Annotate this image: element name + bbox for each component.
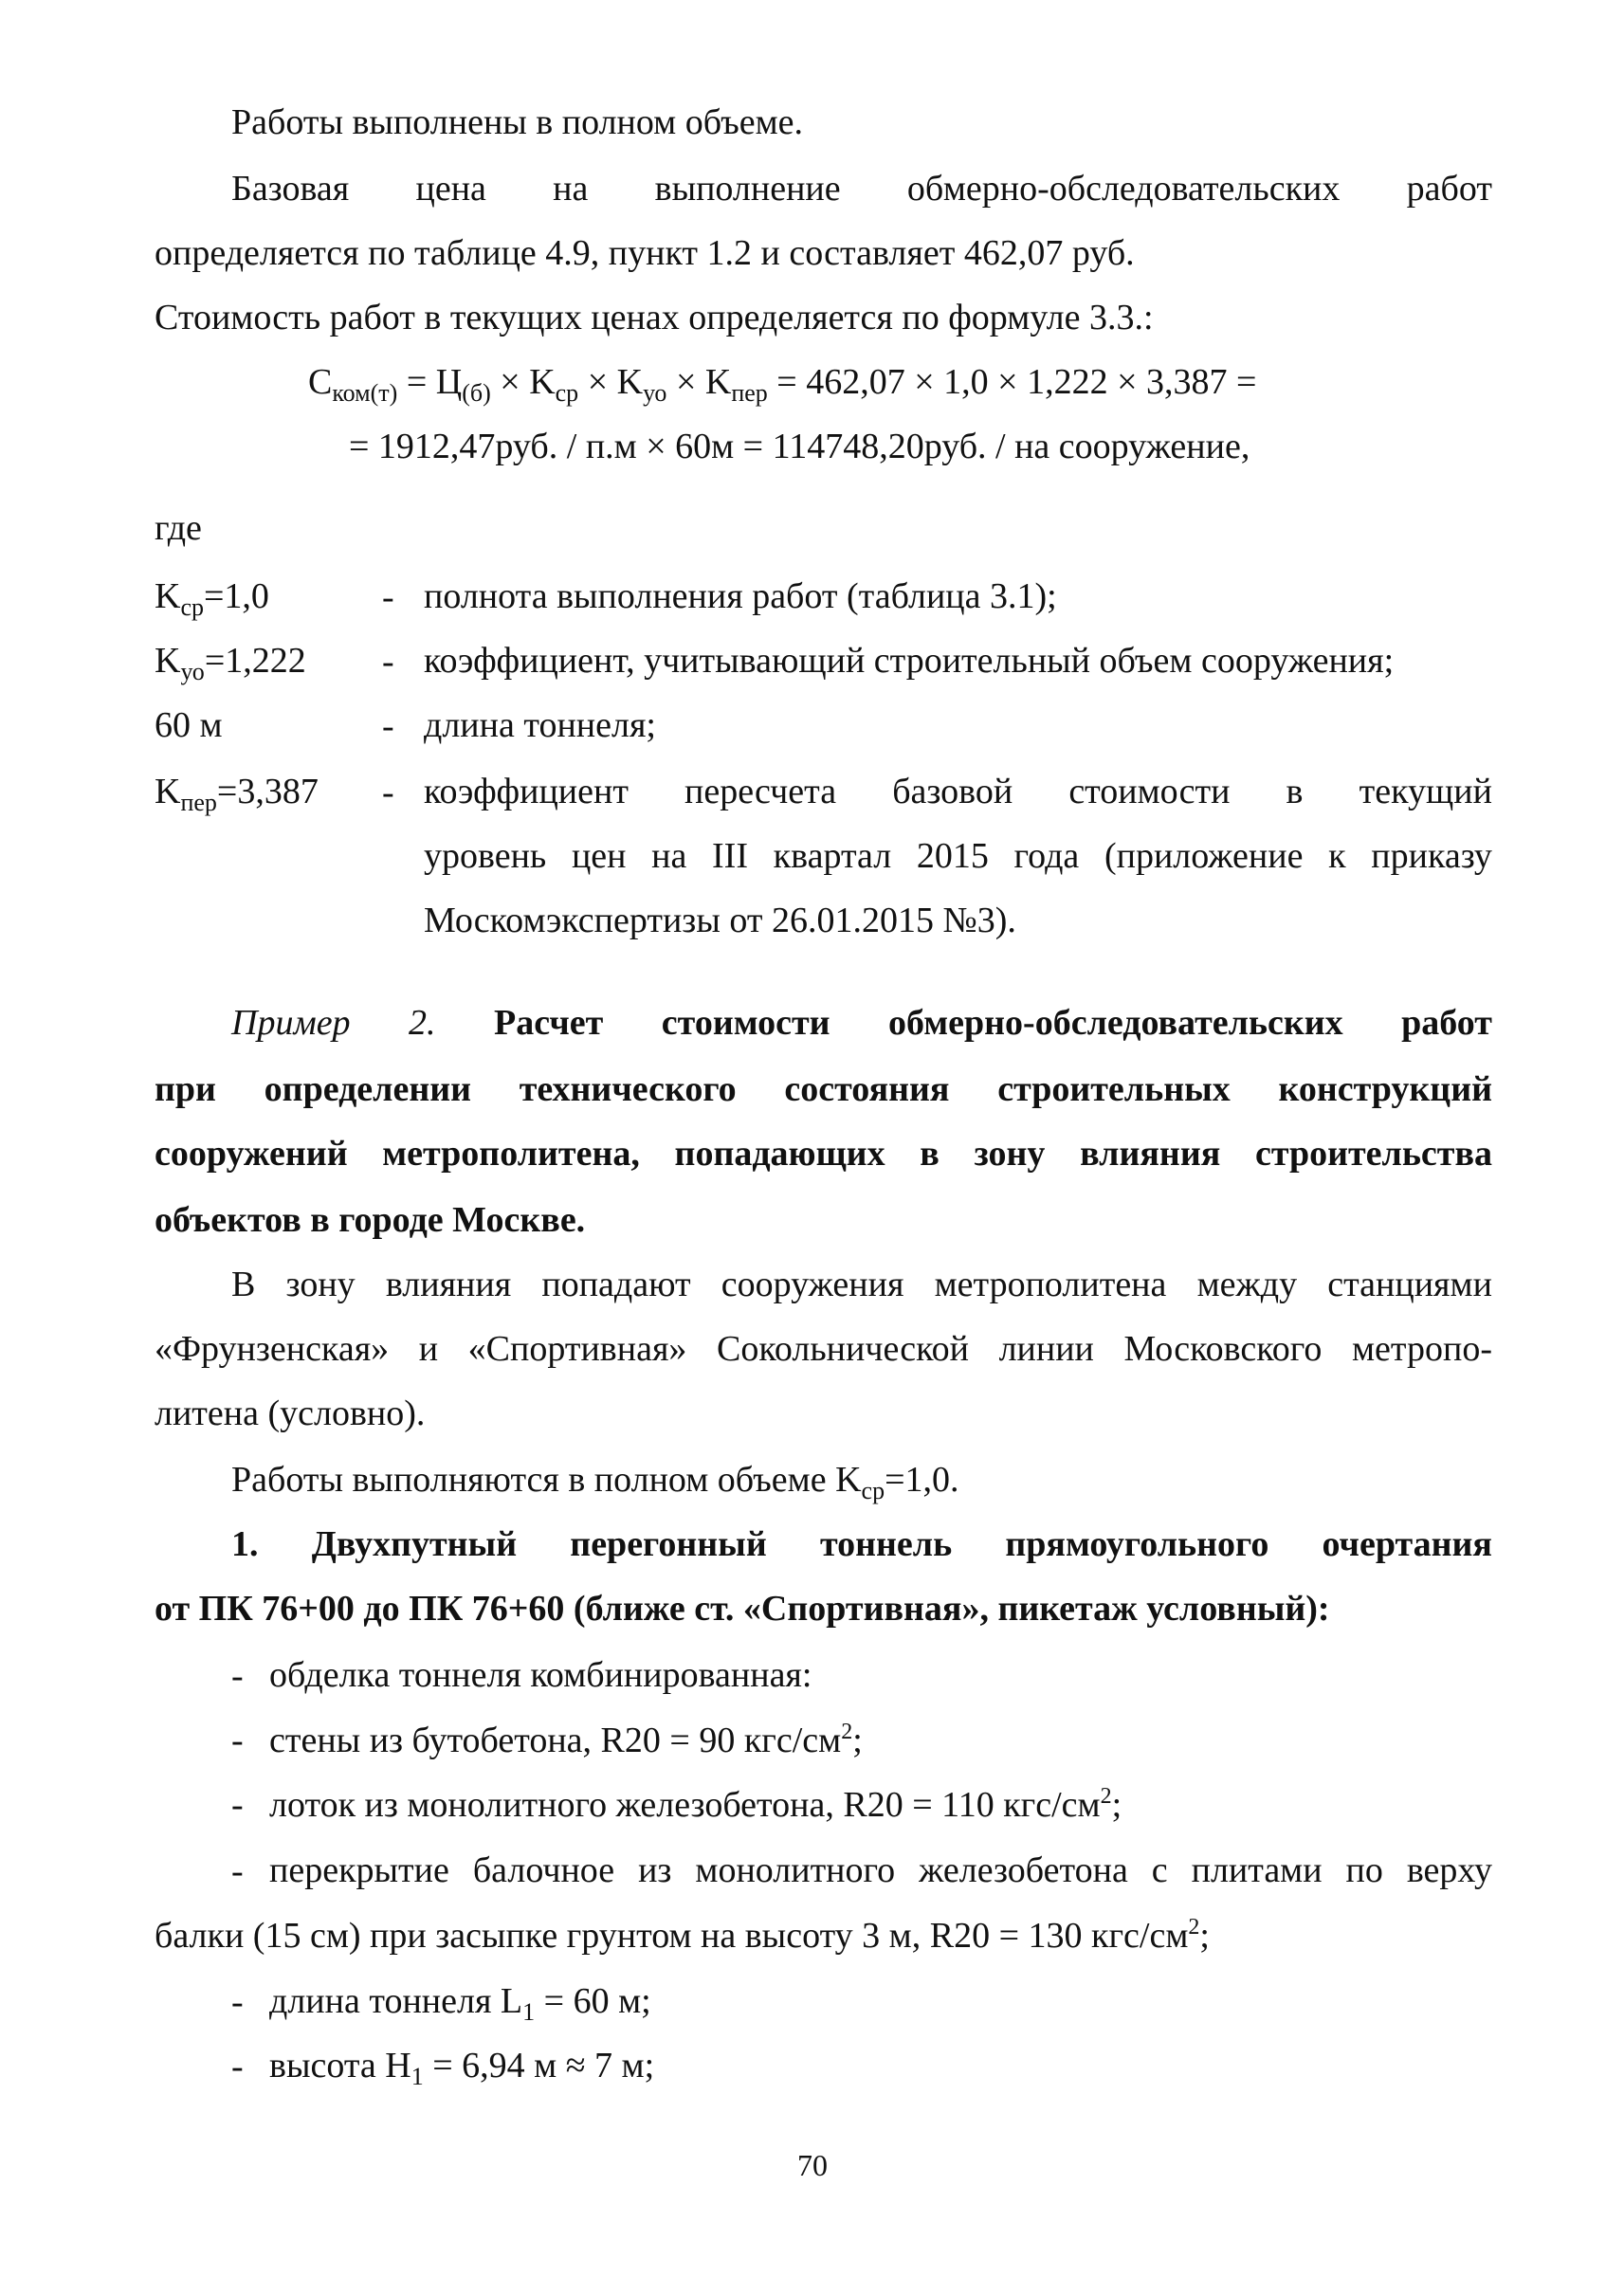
- word: на: [651, 836, 687, 876]
- word: Московского: [1123, 1329, 1323, 1369]
- word: обмерно-обследовательских: [888, 1003, 1343, 1043]
- word: (приложение: [1104, 836, 1304, 876]
- word: состояния: [784, 1069, 950, 1109]
- bullet-walls: [269, 1720, 863, 1762]
- works-text: Работы выполняются в полном объеме K: [231, 1460, 862, 1500]
- bullet-length: [269, 1981, 651, 2027]
- word: квартал: [773, 836, 892, 876]
- formula-subscript: уо: [643, 379, 667, 407]
- word: очертания: [1322, 1524, 1492, 1564]
- word: приказу: [1371, 836, 1492, 876]
- paragraph-base-price-line1: [231, 169, 1492, 210]
- def-value: =1,222: [204, 641, 306, 681]
- superscript: 2: [841, 1720, 853, 1744]
- paragraph-base-price-line2: определяется по таблице 4.9, пункт 1.2 и составляет 462,07 руб.: [155, 233, 1135, 273]
- word: базовой: [892, 772, 1013, 811]
- def-dash: -: [382, 642, 394, 682]
- formula-line1: [308, 362, 1256, 408]
- def-dash: -: [382, 706, 394, 746]
- word: с: [1151, 1850, 1168, 1890]
- word: цен: [571, 836, 627, 876]
- word: 2015: [916, 836, 989, 876]
- formula-operator: =: [397, 362, 436, 402]
- word: при: [155, 1069, 216, 1109]
- def-value: =1,0: [204, 576, 269, 616]
- bullet-dash: -: [231, 2047, 244, 2086]
- word: балочное: [472, 1850, 615, 1890]
- word: обмерно-обследовательских: [906, 169, 1341, 209]
- word: пересчета: [684, 772, 837, 811]
- bullet-dash: -: [231, 1982, 244, 2022]
- word: сооружения: [721, 1265, 904, 1304]
- def-key-kper: [155, 772, 319, 817]
- paragraph-zone-line1: [231, 1265, 1492, 1306]
- word: метропо-: [1352, 1329, 1492, 1369]
- def-desc-ksr: полнота выполнения работ (таблица 3.1);: [424, 576, 1057, 616]
- word: Расчет: [494, 1003, 604, 1043]
- word: «Спортивная»: [467, 1329, 687, 1369]
- word: выполнение: [654, 169, 841, 209]
- def-desc-kper-line3: Москомэкспертизы от 26.01.2015 №3).: [424, 901, 1016, 940]
- formula-symbol: K: [529, 362, 556, 402]
- word: стоимости: [661, 1003, 830, 1043]
- word: 1.: [231, 1524, 259, 1564]
- word: прямоугольного: [1005, 1524, 1269, 1564]
- word: работ: [1401, 1003, 1492, 1043]
- word: плитами: [1191, 1850, 1323, 1890]
- def-desc-kper-line1: [424, 772, 1492, 813]
- item1-heading-line2: от ПК 76+00 до ПК 76+60 (ближе ст. «Спортивная», пикетаж условный):: [155, 1589, 1330, 1629]
- word: Двухпутный: [311, 1524, 518, 1564]
- word: уровень: [424, 836, 547, 876]
- bullet-dash: -: [231, 1851, 244, 1891]
- word: перегонный: [570, 1524, 767, 1564]
- def-subscript: ср: [180, 593, 204, 621]
- word: попадают: [541, 1265, 691, 1304]
- bullet-tail: ;: [1111, 1785, 1122, 1825]
- bullet-text: лоток из монолитного железобетона, R20 = 110 кгс/см: [269, 1785, 1101, 1825]
- word: и: [418, 1329, 439, 1369]
- bullet-overlap-line2: [155, 1915, 1210, 1958]
- def-dash: -: [382, 773, 394, 812]
- word: цена: [415, 169, 486, 209]
- bullet-tail: = 6,94 м ≈ 7 м;: [423, 2046, 655, 2086]
- subscript: 1: [522, 1998, 536, 2026]
- word: зону: [285, 1265, 356, 1304]
- word: попадающих: [674, 1134, 885, 1174]
- formula-rhs: = 462,07 × 1,0 × 1,222 × 3,387 =: [767, 362, 1257, 402]
- word: конструкций: [1278, 1069, 1492, 1109]
- superscript: 2: [1100, 1784, 1112, 1809]
- formula-operator: ×: [666, 362, 705, 402]
- word: Базовая: [231, 169, 350, 209]
- example-heading-line4: объектов в городе Москве.: [155, 1200, 586, 1240]
- def-key-length: 60 м: [155, 705, 223, 745]
- paragraph-cost-formula-ref: Стоимость работ в текущих ценах определяется по формуле 3.3.:: [155, 298, 1154, 337]
- def-desc-length: длина тоннеля;: [424, 705, 656, 745]
- def-symbol: K: [155, 641, 181, 681]
- word: коэффициент: [424, 772, 629, 811]
- bullet-tail: ;: [1199, 1916, 1210, 1956]
- item1-heading-line1: [231, 1524, 1492, 1566]
- word: стоимости: [1068, 772, 1231, 811]
- bullet-dash: -: [231, 1656, 244, 1696]
- formula-operator: ×: [578, 362, 617, 402]
- def-symbol: K: [155, 772, 181, 811]
- bullet-dash: -: [231, 1721, 244, 1760]
- word: текущий: [1359, 772, 1492, 811]
- page-number: 70: [797, 2148, 828, 2182]
- word: строительных: [997, 1069, 1231, 1109]
- bullet-text: стены из бутобетона, R20 = 90 кгс/см: [269, 1721, 842, 1760]
- formula-symbol: K: [616, 362, 644, 402]
- formula-subscript: ком(т): [332, 379, 398, 407]
- word: перекрытие: [269, 1850, 449, 1890]
- formula-symbol: Ц: [435, 362, 463, 402]
- word: в: [1286, 772, 1304, 811]
- def-value: =3,387: [216, 772, 319, 811]
- paragraph-zone-line3: литена (условно).: [155, 1393, 426, 1433]
- word: по: [1345, 1850, 1383, 1890]
- word: сооружений: [155, 1134, 348, 1174]
- bullet-height: [269, 2046, 654, 2091]
- bullet-text: балки (15 см) при засыпке грунтом на высоту 3 м, R20 = 130 кгс/см: [155, 1916, 1189, 1956]
- word: года: [1013, 836, 1080, 876]
- word: определении: [264, 1069, 472, 1109]
- superscript: 2: [1188, 1915, 1200, 1940]
- works-value: =1,0.: [885, 1460, 959, 1500]
- def-subscript: пер: [180, 789, 217, 816]
- formula-symbol: C: [308, 362, 333, 402]
- word: железобетона: [919, 1850, 1128, 1890]
- paragraph-works-done: Работы выполнены в полном объеме.: [231, 102, 804, 142]
- word: метрополитена: [934, 1265, 1167, 1304]
- formula-symbol: K: [704, 362, 732, 402]
- word: верху: [1406, 1850, 1492, 1890]
- def-key-kuo: [155, 641, 306, 686]
- formula-operator: ×: [490, 362, 530, 402]
- bullet-tray: [269, 1784, 1122, 1827]
- word: к: [1328, 836, 1346, 876]
- subscript: 1: [411, 2063, 424, 2090]
- word: линии: [998, 1329, 1094, 1369]
- formula-subscript: (б): [462, 379, 491, 407]
- example-heading-line2: [155, 1069, 1492, 1111]
- def-symbol: K: [155, 576, 181, 616]
- bullet-text: длина тоннеля L: [269, 1981, 523, 2021]
- word: III: [712, 836, 748, 876]
- word: «Фрунзенская»: [155, 1329, 390, 1369]
- word: зону: [974, 1134, 1046, 1174]
- bullet-overlap-line1: [269, 1850, 1492, 1892]
- word: из: [638, 1850, 672, 1890]
- paragraph-zone-line2: [155, 1329, 1492, 1371]
- example-heading-line1: [231, 1003, 1492, 1045]
- bullet-dash: -: [231, 1785, 244, 1825]
- word: монолитного: [695, 1850, 896, 1890]
- word: влияния: [385, 1265, 512, 1304]
- where-label: где: [155, 508, 202, 548]
- word: технического: [519, 1069, 737, 1109]
- bullet-tail: = 60 м;: [535, 1981, 651, 2021]
- word: В: [231, 1265, 256, 1304]
- def-desc-kuo: коэффициент, учитывающий строительный объем сооружения;: [424, 641, 1395, 681]
- def-key-ksr: [155, 576, 269, 622]
- bullet-tail: ;: [852, 1721, 863, 1760]
- word: строительства: [1254, 1134, 1492, 1174]
- word: в: [920, 1134, 940, 1174]
- word: работ: [1406, 169, 1492, 209]
- def-dash: -: [382, 577, 394, 617]
- paragraph-works-scope: [231, 1460, 959, 1505]
- works-subscript: ср: [861, 1477, 885, 1504]
- word: влияния: [1080, 1134, 1221, 1174]
- formula-line2: = 1912,47руб. / п.м × 60м = 114748,20руб. / на сооружение,: [349, 427, 1250, 466]
- example-lead: Пример: [231, 1003, 351, 1043]
- word: Сокольнической: [717, 1329, 969, 1369]
- example-number: 2.: [409, 1003, 436, 1043]
- formula-subscript: пер: [731, 379, 768, 407]
- bullet-lining: обделка тоннеля комбинированная:: [269, 1655, 812, 1695]
- example-heading-line3: [155, 1134, 1492, 1175]
- def-desc-kper-line2: [424, 836, 1492, 878]
- word: на: [553, 169, 589, 209]
- formula-subscript: ср: [555, 379, 579, 407]
- word: между: [1196, 1265, 1298, 1304]
- bullet-text: высота H: [269, 2046, 411, 2086]
- word: метрополитена,: [382, 1134, 640, 1174]
- word: тоннель: [819, 1524, 953, 1564]
- word: станциями: [1327, 1265, 1492, 1304]
- def-subscript: уо: [180, 658, 205, 685]
